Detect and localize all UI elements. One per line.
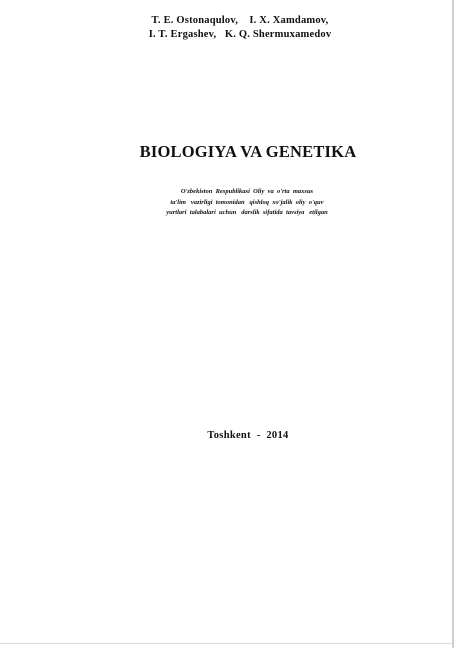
- author-line: T. E. Ostonaqulov, I. X. Xamdamov,: [151, 15, 329, 26]
- approval-note-line: ta'lim vazirligi tomonidan qishloq xo'jalik oliy o'quv: [170, 198, 324, 206]
- page-edge-bottom: [0, 643, 455, 644]
- page-edge-right: [452, 0, 454, 648]
- author-line: I. T. Ergashev, K. Q. Shermuxamedov: [148, 29, 332, 40]
- approval-note-line: yurtlari talabalari uchun darslik sifatida tavsiya etilgan: [166, 209, 328, 216]
- imprint-place-year: Toshkent - 2014: [207, 430, 289, 441]
- book-title: BIOLOGIYA VA GENETIKA: [139, 142, 357, 161]
- approval-note: [0, 187, 455, 219]
- approval-note-line: O'zbekiston Respublikasi Oliy va o'rta maxsus: [180, 188, 314, 195]
- authors-block: [0, 14, 455, 42]
